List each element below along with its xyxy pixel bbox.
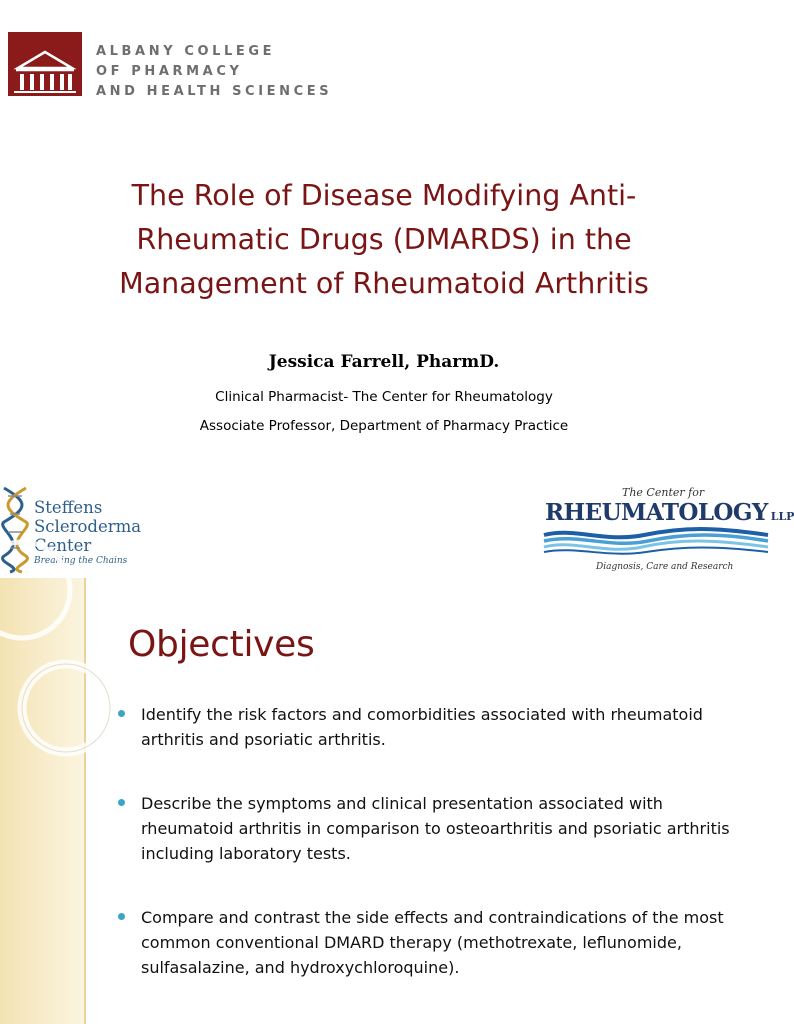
- rheumatology-name: RHEUMATOLOGY: [545, 499, 768, 526]
- steffens-wordmark: [34, 498, 141, 567]
- rheumatology-wordmark: [545, 499, 794, 526]
- steffens-tagline: Breaking the Chains: [34, 556, 128, 566]
- steffens-line-3: Center: [34, 536, 92, 555]
- objective-text: Identify the risk factors and comorbidities associated with rheumatoid arthritis and psoriatic arthritis.: [141, 705, 703, 749]
- objectives-list: [116, 702, 756, 1019]
- steffens-scleroderma-logo: [0, 488, 180, 572]
- objectives-slide: [0, 578, 768, 1024]
- institution-name: [96, 42, 332, 102]
- bullet-dot-icon: [118, 710, 125, 717]
- rheumatology-tagline: Diagnosis, Care and Research: [596, 562, 734, 572]
- bullet-dot-icon: [118, 799, 125, 806]
- bullet-dot-icon: [118, 913, 125, 920]
- list-item: [116, 791, 756, 866]
- institution-line-1: ALBANY COLLEGE: [96, 44, 276, 59]
- objective-text: Compare and contrast the side effects and contraindications of the most common conventional DMARD therapy (methotrexate, leflunomide, sulfasalazine, and hydroxychloroquine).: [141, 908, 724, 977]
- dna-helix-icon: [0, 488, 32, 572]
- presenter-role-1: Clinical Pharmacist- The Center for Rheumatology: [215, 389, 553, 405]
- presenter-name: Jessica Farrell, PharmD.: [268, 352, 500, 372]
- blue-waves-icon: [544, 528, 768, 554]
- steffens-line-2: Scleroderma: [34, 517, 142, 536]
- institution-line-2: OF PHARMACY: [96, 64, 243, 79]
- list-item: [116, 905, 756, 980]
- center-for-rheumatology-logo: [544, 484, 794, 576]
- decorative-rings-icon: [0, 578, 110, 778]
- rheumatology-pre-text: The Center for: [622, 486, 705, 499]
- list-item: [116, 702, 756, 752]
- presenter-role-2: Associate Professor, Department of Pharmacy Practice: [199, 418, 569, 434]
- presentation-title: The Role of Disease Modifying Anti-Rheumatic Drugs (DMARDS) in the Management of Rheumatoid Arthritis: [119, 179, 649, 300]
- slide-heading: Objectives: [128, 624, 315, 665]
- college-building-logo: [8, 32, 82, 96]
- steffens-line-1: Steffens: [34, 498, 103, 517]
- rheumatology-suffix: LLP: [770, 510, 794, 523]
- objective-text: Describe the symptoms and clinical presentation associated with rheumatoid arthritis in comparison to osteoarthritis and psoriatic arthritis including laboratory tests.: [141, 794, 730, 863]
- institution-line-3: AND HEALTH SCIENCES: [96, 84, 333, 99]
